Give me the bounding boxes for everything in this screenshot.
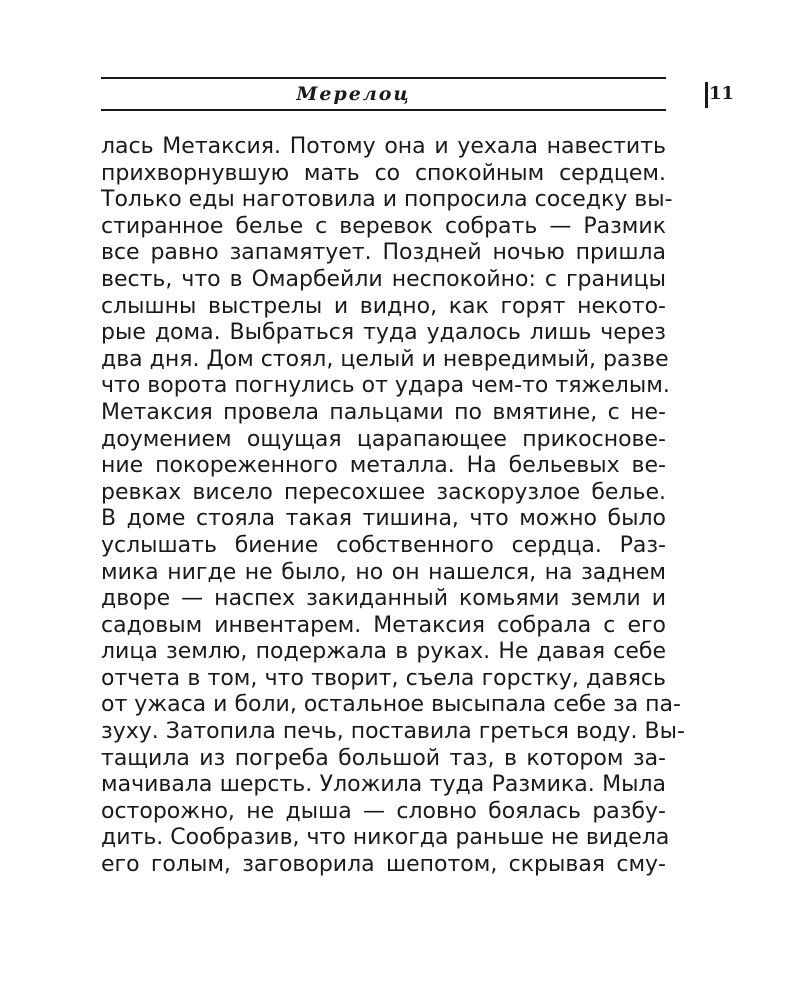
text-line: от ужаса и боли, остальное высыпала себе за па- — [101, 692, 681, 718]
text-line: В доме стояла такая тишина, что можно было — [101, 506, 666, 532]
text-line: лась Метаксия. Потому она и уехала навестить — [101, 134, 666, 159]
text-line: услышать биение собственного сердца. Раз- — [101, 532, 666, 558]
text-line: отчета в том, что творит, съела горстку, давясь — [101, 665, 666, 691]
text-line: что ворота погнулись от удара чем-то тяжелым. — [101, 373, 670, 399]
running-title: Мерелоц — [296, 83, 411, 105]
text-line: Метаксия провела пальцами по вмятине, с не- — [101, 399, 666, 425]
header-divider — [705, 82, 708, 108]
text-line: осторожно, не дыша — словно боялась разбу- — [101, 798, 666, 824]
text-line: садовым инвентарем. Метаксия собрала с его — [101, 612, 666, 638]
text-line: тащила из погреба большой таз, в котором за- — [101, 745, 666, 771]
text-line: дворе — наспех закиданный комьями земли и — [101, 586, 666, 612]
text-line: дить. Сообразив, что никогда раньше не видела — [101, 825, 670, 851]
body-text — [101, 134, 685, 879]
text-line: весть, что в Омарбейли неспокойно: с границы — [101, 266, 666, 292]
text-line: ние покореженного металла. На бельевых ве- — [101, 453, 666, 479]
text-line: рые дома. Выбраться туда удалось лишь через — [101, 320, 666, 346]
text-line: стиранное белье с веревок собрать — Размик — [101, 213, 666, 239]
text-line: мика нигде не было, но он нашелся, на заднем — [101, 559, 666, 585]
text-line: слышны выстрелы и видно, как горят некото- — [101, 293, 666, 319]
text-line: прихворнувшую мать со спокойным сердцем. — [101, 160, 666, 186]
text-line: доумением ощущая царапающее прикоснове- — [101, 426, 666, 452]
text-line: Только еды наготовила и попросила соседку вы- — [101, 187, 673, 213]
text-line: лица землю, подержала в руках. Не давая себе — [101, 639, 666, 665]
text-line: все равно запамятует. Поздней ночью пришла — [101, 240, 666, 266]
running-header: Мерелоц 11 — [101, 77, 666, 111]
text-line: мачивала шерсть. Уложила туда Размика. Мыла — [101, 772, 666, 798]
text-line: ревках висело пересохшее заскорузлое белье. — [101, 479, 666, 505]
text-line: два дня. Дом стоял, целый и невредимый, разве — [101, 346, 669, 372]
text-line: зуху. Затопила печь, поставила греться воду. Вы- — [101, 719, 685, 745]
text-line: его голым, заговорила шепотом, скрывая сму- — [101, 852, 666, 878]
